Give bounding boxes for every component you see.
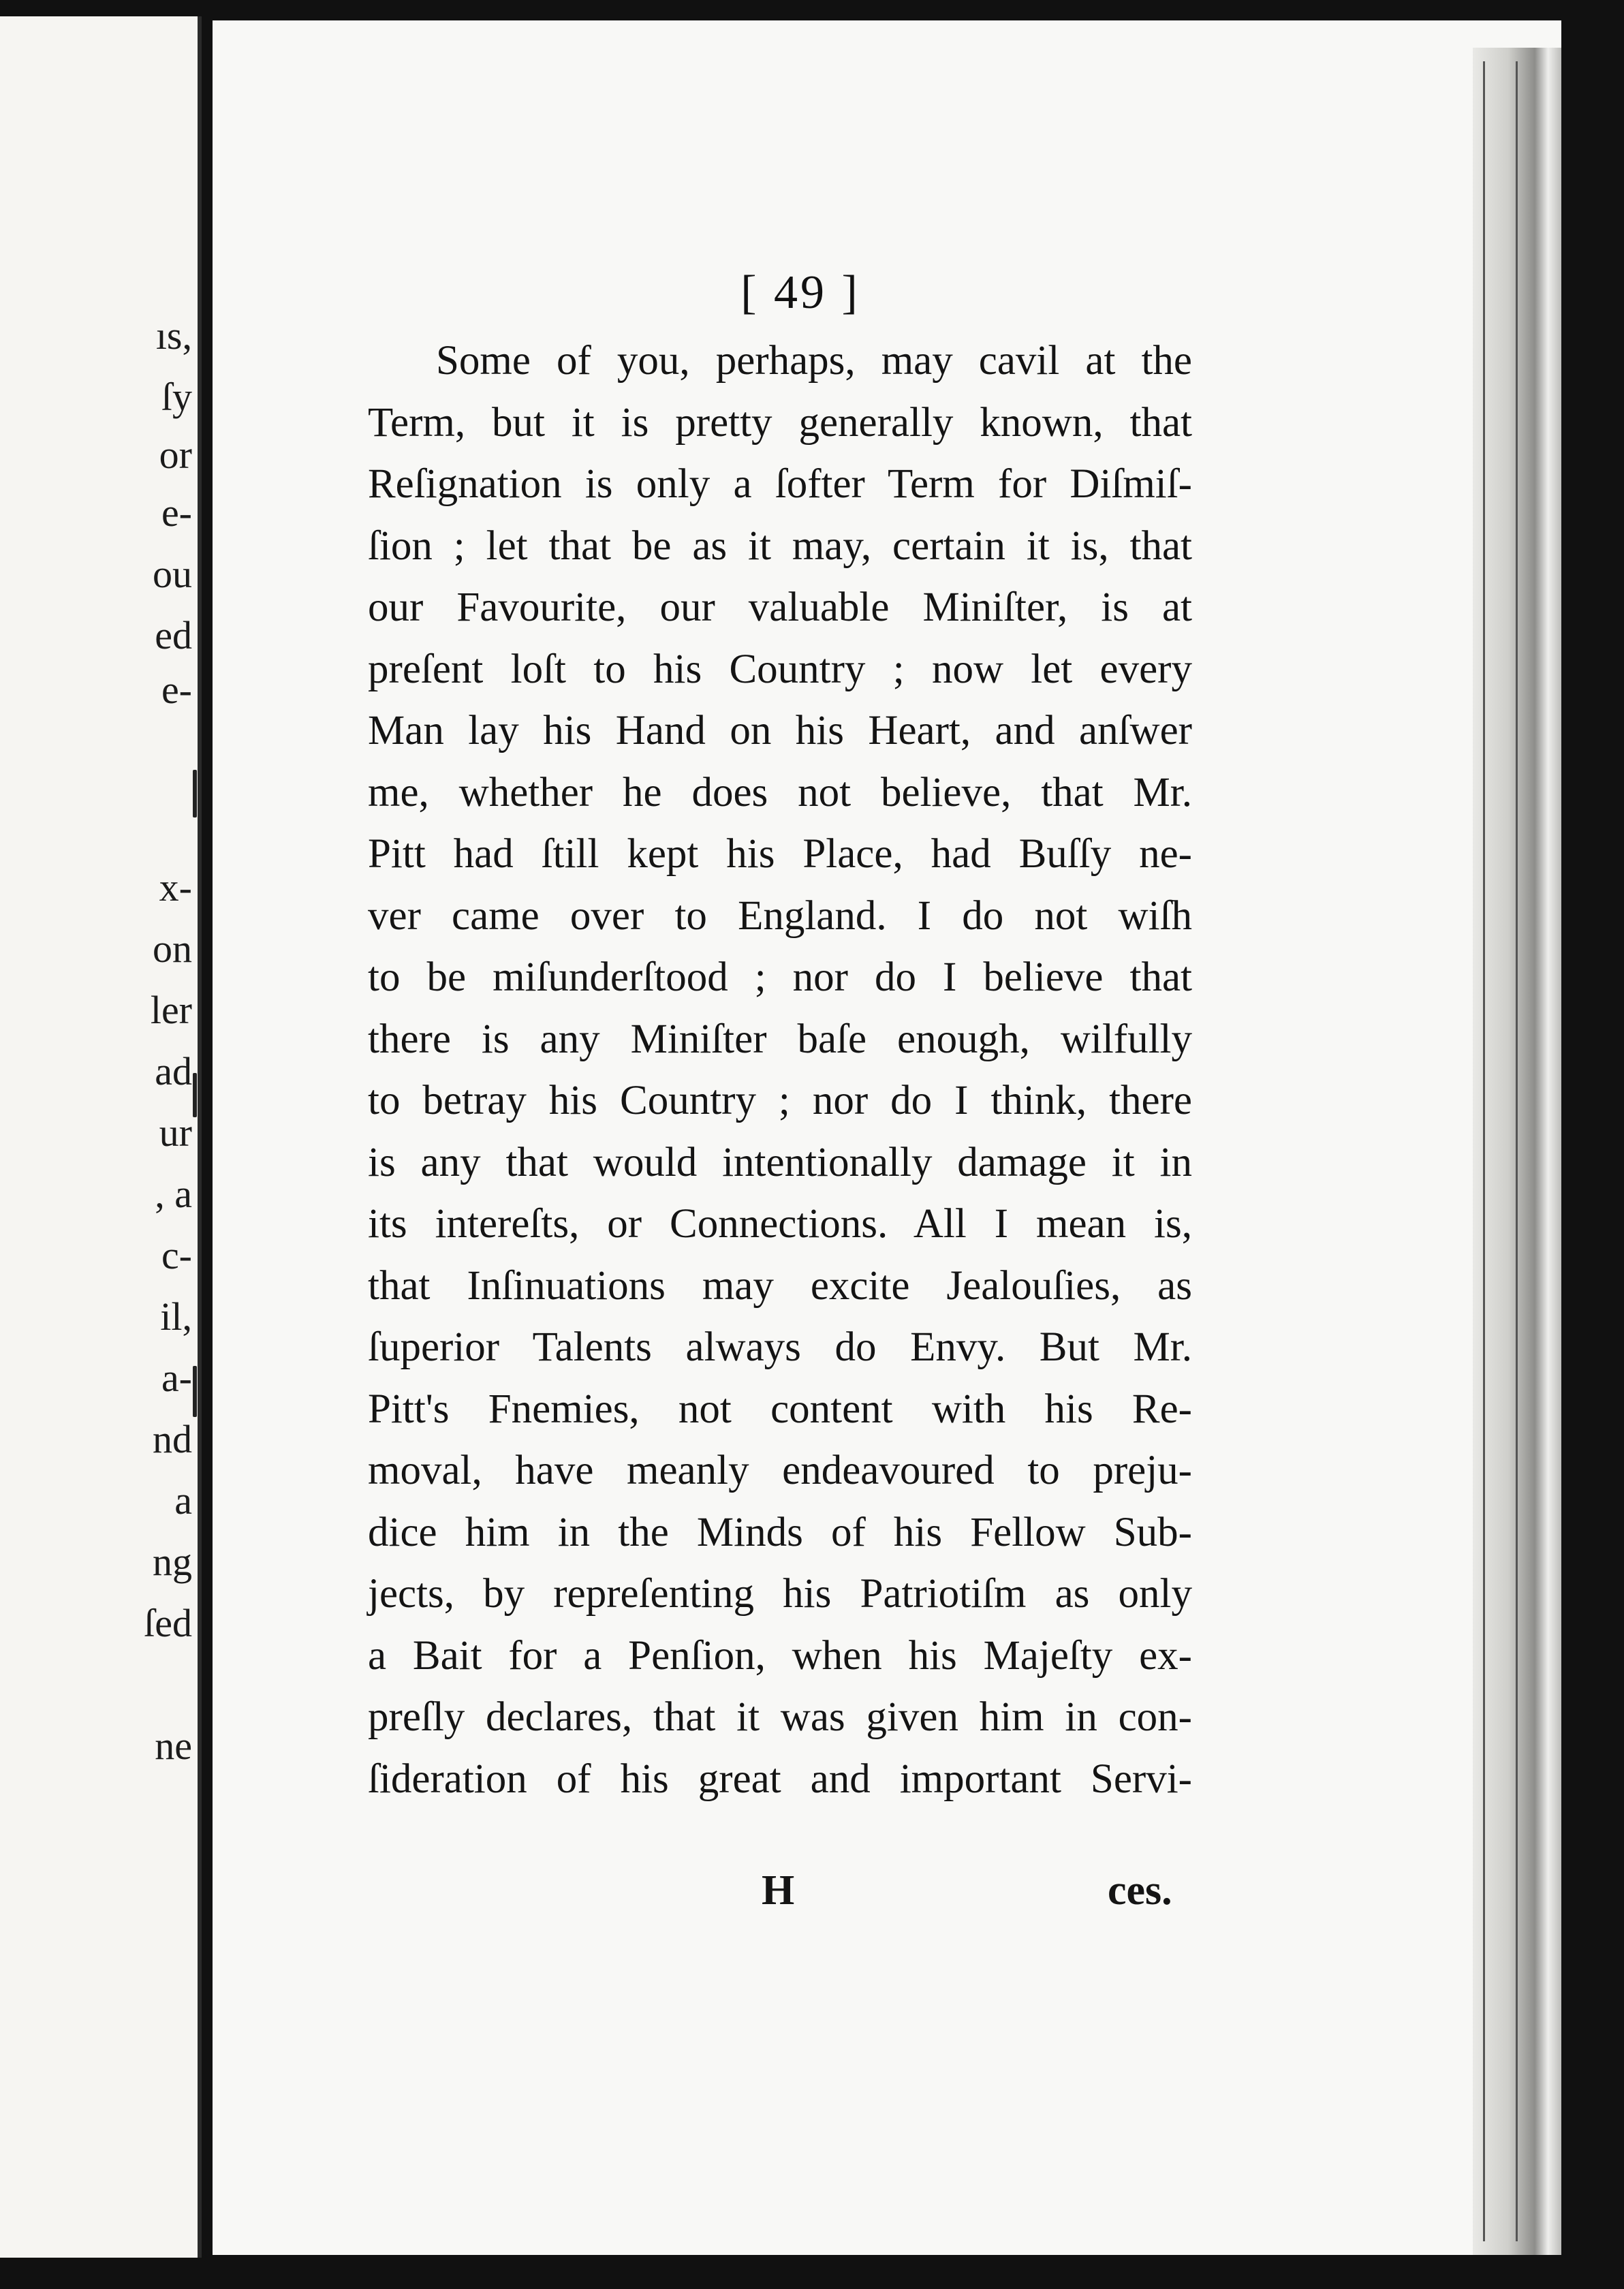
text-line: Reſignation is only a ſofter Term for Diſmiſ-: [368, 461, 1192, 507]
text-line: jects, by repreſenting his Patriotiſm as only: [368, 1571, 1192, 1617]
text-line: moval, have meanly endeavoured to preju-: [368, 1448, 1192, 1493]
facing-page-fragment: ad: [155, 1049, 192, 1093]
text-line: a Bait for a Penſion, when his Majeſty ex-: [368, 1632, 1192, 1679]
signature-mark: H: [762, 1867, 795, 1914]
text-line: to betray his Country ; nor do I think, there: [368, 1078, 1192, 1123]
facing-page-fragment: il,: [160, 1294, 192, 1339]
text-line: that Inſinuations may excite Jealouſies, as: [368, 1262, 1192, 1309]
text-line: ver came over to England. I do not wiſh: [368, 892, 1192, 939]
catchword: ces.: [1108, 1867, 1172, 1914]
facing-page-fragment: ıs,: [155, 313, 192, 358]
facing-page-fragment: e-: [161, 490, 192, 535]
facing-page-fragment: a: [174, 1478, 192, 1523]
page-edge-line: [1516, 61, 1518, 2241]
facing-page-fragment: a-: [161, 1356, 192, 1400]
text-line: me, whether he does not believe, that Mr.: [368, 769, 1192, 815]
facing-page-fragment: c-: [161, 1233, 192, 1277]
text-line: Man lay his Hand on his Heart, and anſwer: [368, 708, 1192, 753]
text-line: dice him in the Minds of his Fellow Sub-: [368, 1509, 1192, 1555]
text-line: is any that would intentionally damage it in: [368, 1139, 1192, 1185]
page-edge-line: [1483, 61, 1485, 2241]
page-number: [ 49 ]: [740, 266, 860, 319]
text-line: there is any Miniſter baſe enough, wilfully: [368, 1016, 1192, 1062]
body-text: [368, 330, 1192, 1810]
facing-page-fragment: ng: [153, 1540, 192, 1584]
facing-page-fragment: ne: [155, 1724, 192, 1768]
facing-page-fragment: ſed: [144, 1601, 192, 1645]
text-line: to be miſunderſtood ; nor do I believe that: [368, 954, 1192, 1000]
gutter-mark: [193, 770, 197, 818]
text-line: Pitt had ſtill kept his Place, had Buſſy ne-: [368, 831, 1192, 877]
text-line: ſideration of his great and important Servi-: [368, 1756, 1192, 1802]
text-line: our Favourite, our valuable Miniſter, is at: [368, 585, 1192, 630]
facing-page-fragment: x-: [159, 865, 192, 909]
facing-page-fragment: ur: [159, 1110, 192, 1155]
text-line: ſuperior Talents always do Envy. But Mr.: [368, 1324, 1192, 1370]
gutter-mark: [193, 1073, 197, 1117]
facing-page-fragment: e-: [161, 668, 192, 712]
text-line: Term, but it is pretty generally known, that: [368, 399, 1192, 446]
facing-page-fragment: on: [153, 926, 192, 971]
facing-page-fragment: or: [159, 433, 192, 477]
text-line: preſent loſt to his Country ; now let every: [368, 646, 1192, 692]
facing-page-fragment: ler: [150, 988, 192, 1032]
facing-page-fragment: ed: [155, 613, 192, 657]
facing-page-fragment: ſy: [161, 375, 192, 419]
text-line: its intereſts, or Connections. All I mean is,: [368, 1201, 1192, 1247]
gutter-mark: [193, 1366, 197, 1417]
facing-page-fragment: ou: [153, 552, 192, 596]
text-line: ſion ; let that be as it may, certain it is, that: [368, 523, 1192, 569]
text-line: Pitt's Fnemies, not content with his Re-: [368, 1386, 1192, 1432]
facing-page-fragment: , a: [155, 1172, 192, 1216]
facing-page-fragment: nd: [153, 1417, 192, 1461]
text-line: Some of you, perhaps, may cavil at the: [436, 338, 1192, 384]
facing-page: [0, 16, 202, 2258]
text-line: preſly declares, that it was given him in con-: [368, 1694, 1192, 1740]
